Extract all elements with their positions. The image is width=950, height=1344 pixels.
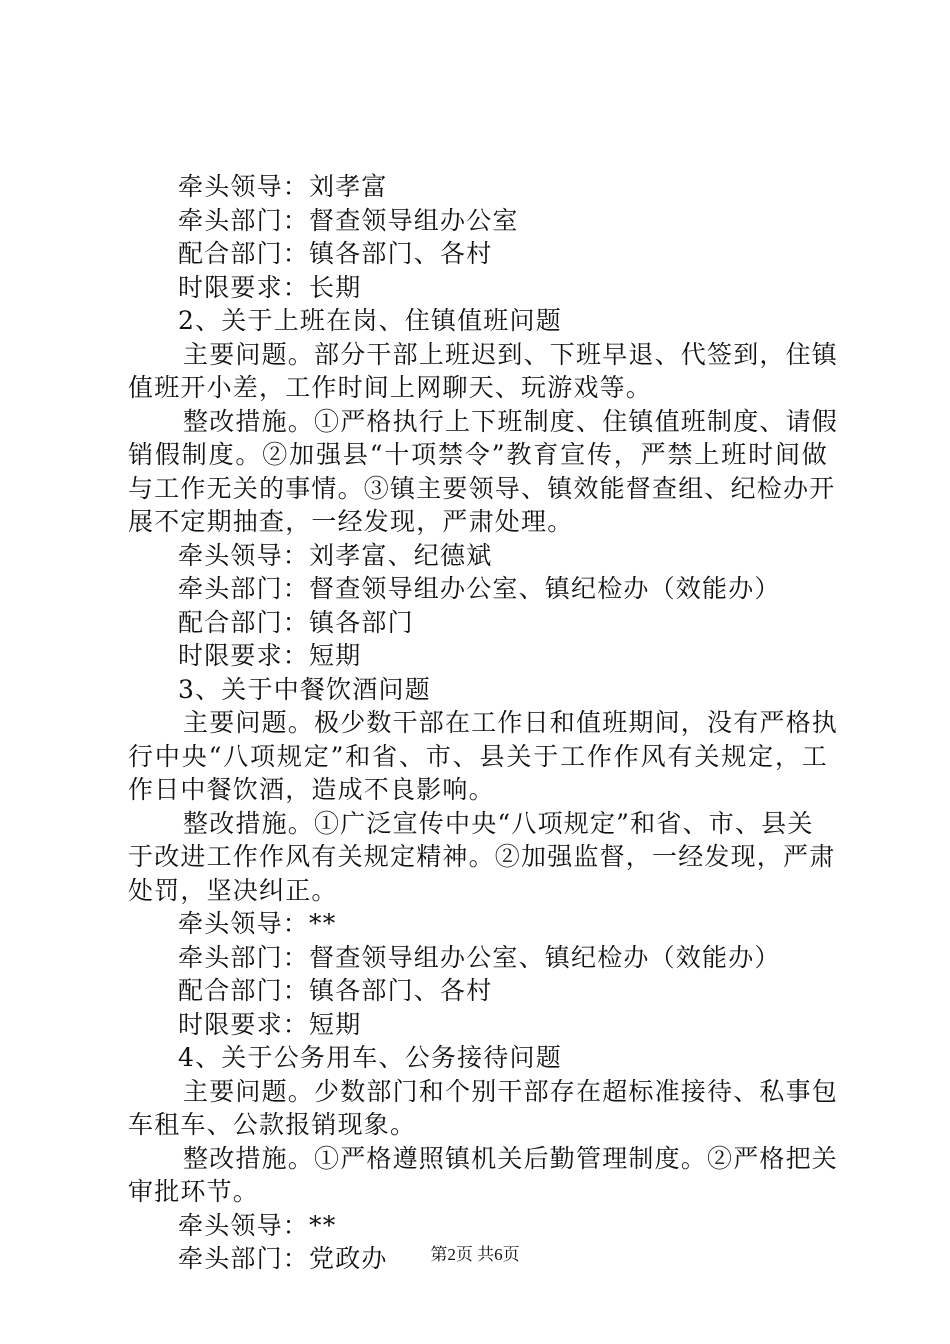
text-line	[0, 539, 950, 573]
text-line	[0, 304, 950, 338]
text-line-content: 处罚，坚决纠正。	[128, 875, 338, 905]
text-line-content: 牵头领导：**	[178, 1210, 337, 1240]
text-line-content: 时限要求：长期	[178, 272, 362, 302]
text-line-content: 牵头部门：督查领导组办公室、镇纪检办（效能办）	[178, 942, 781, 972]
text-line	[0, 271, 950, 305]
text-line-content: 配合部门：镇各部门、各村	[178, 239, 493, 268]
document-body	[0, 170, 950, 1276]
text-line-content: 牵头部门：党政办	[178, 1244, 388, 1273]
text-line-content: 4、关于公务用车、公务接待问题	[178, 1043, 562, 1072]
text-line	[0, 706, 950, 740]
text-line	[0, 405, 950, 439]
text-line-content: 牵头部门：督查领导组办公室	[178, 205, 519, 235]
text-line	[0, 170, 950, 204]
text-line	[0, 572, 950, 606]
text-line-content: 主要问题。少数部门和个别干部存在超标准接待、私事包	[183, 1076, 839, 1106]
text-line	[0, 1175, 950, 1209]
text-line	[0, 974, 950, 1008]
text-line	[0, 840, 950, 874]
text-line	[0, 941, 950, 975]
text-line-content: 时限要求：短期	[178, 1009, 362, 1039]
text-line-content: 3、关于中餐饮酒问题	[178, 674, 431, 704]
page-footer	[0, 1244, 950, 1266]
page-number: 第2页 共6页	[430, 1245, 520, 1264]
text-line	[0, 1108, 950, 1142]
text-line	[0, 1209, 950, 1243]
text-line	[0, 338, 950, 372]
text-line-content: 牵头领导：刘孝富	[178, 172, 388, 201]
text-line-content: 2、关于上班在岗、住镇值班问题	[178, 306, 562, 335]
text-line-content: 主要问题。部分干部上班迟到、下班早退、代签到，住镇	[183, 339, 839, 369]
text-line-content: 整改措施。①严格执行上下班制度、住镇值班制度、请假	[183, 406, 839, 436]
text-line	[0, 1142, 950, 1176]
text-line	[0, 1008, 950, 1042]
text-line-content: 主要问题。极少数干部在工作日和值班期间，没有严格执	[183, 708, 839, 737]
text-line-content: 牵头领导：**	[178, 909, 337, 938]
text-line-content: 行中央“八项规定”和省、市、县关于工作作风有关规定，工	[128, 741, 828, 771]
text-line-content: 作日中餐饮酒，造成不良影响。	[128, 775, 495, 804]
text-line-content: 牵头部门：督查领导组办公室、镇纪检办（效能办）	[178, 574, 781, 603]
text-line	[0, 639, 950, 673]
text-line	[0, 807, 950, 841]
text-line	[0, 371, 950, 405]
text-line	[0, 874, 950, 908]
text-line	[0, 204, 950, 238]
text-line-content: 整改措施。①广泛宣传中央“八项规定”和省、市、县关	[183, 808, 814, 838]
text-line	[0, 740, 950, 774]
text-line	[0, 237, 950, 271]
text-line-content: 审批环节。	[128, 1177, 260, 1206]
text-line-content: 值班开小差，工作时间上网聊天、玩游戏等。	[128, 373, 653, 402]
text-line-content: 车租车、公款报销现象。	[128, 1110, 417, 1139]
text-line	[0, 606, 950, 640]
text-line-content: 于改进工作作风有关规定精神。②加强监督，一经发现，严肃	[128, 842, 836, 871]
text-line-content: 展不定期抽查，一经发现，严肃处理。	[128, 507, 574, 536]
text-line-content: 配合部门：镇各部门	[178, 607, 414, 637]
text-line	[0, 438, 950, 472]
text-line-content: 配合部门：镇各部门、各村	[178, 976, 493, 1005]
text-line	[0, 1075, 950, 1109]
text-line	[0, 1041, 950, 1075]
text-line	[0, 773, 950, 807]
text-line	[0, 673, 950, 707]
text-line-content: 与工作无关的事情。③镇主要领导、镇效能督查组、纪检办开	[128, 473, 836, 503]
text-line	[0, 505, 950, 539]
text-line-content: 牵头领导：刘孝富、纪德斌	[178, 540, 493, 570]
text-line	[0, 907, 950, 941]
text-line-content: 时限要求：短期	[178, 641, 362, 670]
text-line-content: 整改措施。①严格遵照镇机关后勤管理制度。②严格把关	[183, 1143, 839, 1173]
text-line-content: 销假制度。②加强县“十项禁令”教育宣传，严禁上班时间做	[128, 440, 828, 469]
text-line	[0, 472, 950, 506]
